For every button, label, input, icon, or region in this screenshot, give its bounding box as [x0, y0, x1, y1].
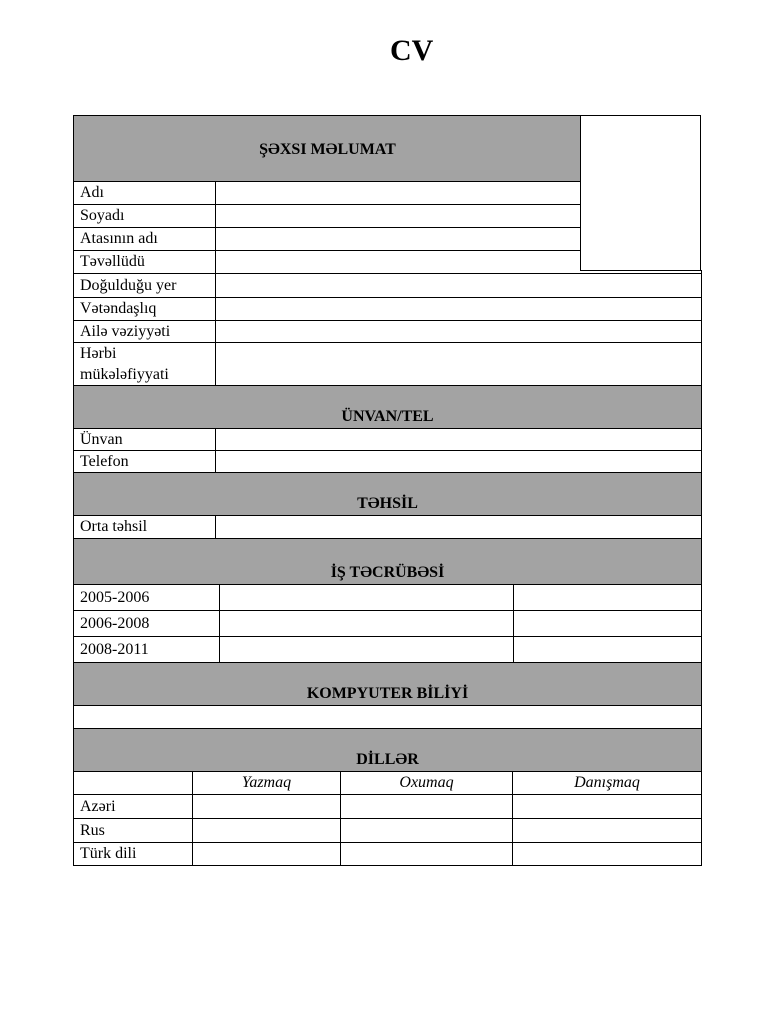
title-text: CV: [390, 34, 434, 67]
field-surname: [74, 205, 215, 227]
field-citizenship: [74, 298, 215, 320]
contact-heading: ÜNVAN/TEL: [341, 408, 434, 425]
experience-header: [74, 539, 701, 584]
education-heading: TƏHSİL: [357, 495, 418, 512]
field-birthplace: [74, 274, 215, 297]
year-label: 2006-2008: [80, 614, 150, 632]
field-phone: [74, 451, 215, 472]
personal-heading: ŞƏXSI MƏLUMAT: [259, 140, 396, 158]
column-label: Yazmaq: [241, 774, 292, 791]
col-speaking: [513, 772, 701, 794]
field-birthdate: [74, 251, 215, 273]
personal-header: [73, 115, 581, 182]
computer-heading: KOMPYUTER BİLİYİ: [306, 685, 469, 702]
field-label: Telefon: [80, 452, 129, 470]
field-name: [74, 182, 215, 204]
languages-heading: DİLLƏR: [356, 751, 419, 768]
language-label: Türk dili: [80, 845, 137, 862]
field-label: Soyadı: [80, 207, 125, 224]
language-row: [74, 795, 192, 818]
year-label: 2005-2006: [80, 588, 150, 606]
field-patronymic: [74, 228, 215, 250]
column-label: Danışmaq: [574, 774, 640, 791]
computer-header: [74, 663, 701, 705]
field-secondary-education: [74, 516, 215, 538]
field-label: Ailə vəziyyəti: [80, 322, 171, 340]
field-label: Atasının adı: [80, 230, 158, 247]
education-header: [74, 473, 701, 515]
experience-year: [74, 585, 219, 610]
field-label: Doğulduğu yer: [80, 276, 177, 294]
languages-header: [74, 729, 701, 771]
language-label: Rus: [80, 821, 105, 839]
field-label: Hərbi: [80, 345, 117, 362]
field-military: [74, 343, 215, 385]
experience-year: [74, 637, 219, 662]
language-row: [74, 843, 192, 865]
field-marital-status: [74, 321, 215, 342]
field-label: Təvəllüdü: [80, 253, 145, 270]
field-label: Orta təhsil: [80, 518, 148, 535]
field-label: Vətəndaşlıq: [80, 300, 157, 317]
col-writing: [193, 772, 340, 794]
contact-header: [74, 386, 701, 428]
field-label: Ünvan: [80, 430, 123, 448]
field-label: Adı: [80, 184, 104, 201]
year-label: 2008-2011: [80, 640, 149, 658]
experience-heading: İŞ TƏCRÜBƏSİ: [330, 564, 445, 581]
language-label: Azəri: [80, 797, 116, 815]
field-address: [74, 429, 215, 450]
language-row: [74, 819, 192, 842]
column-label: Oxumaq: [399, 774, 454, 791]
field-label: mükələfiyyati: [80, 366, 169, 383]
col-reading: [341, 772, 512, 794]
experience-year: [74, 611, 219, 636]
